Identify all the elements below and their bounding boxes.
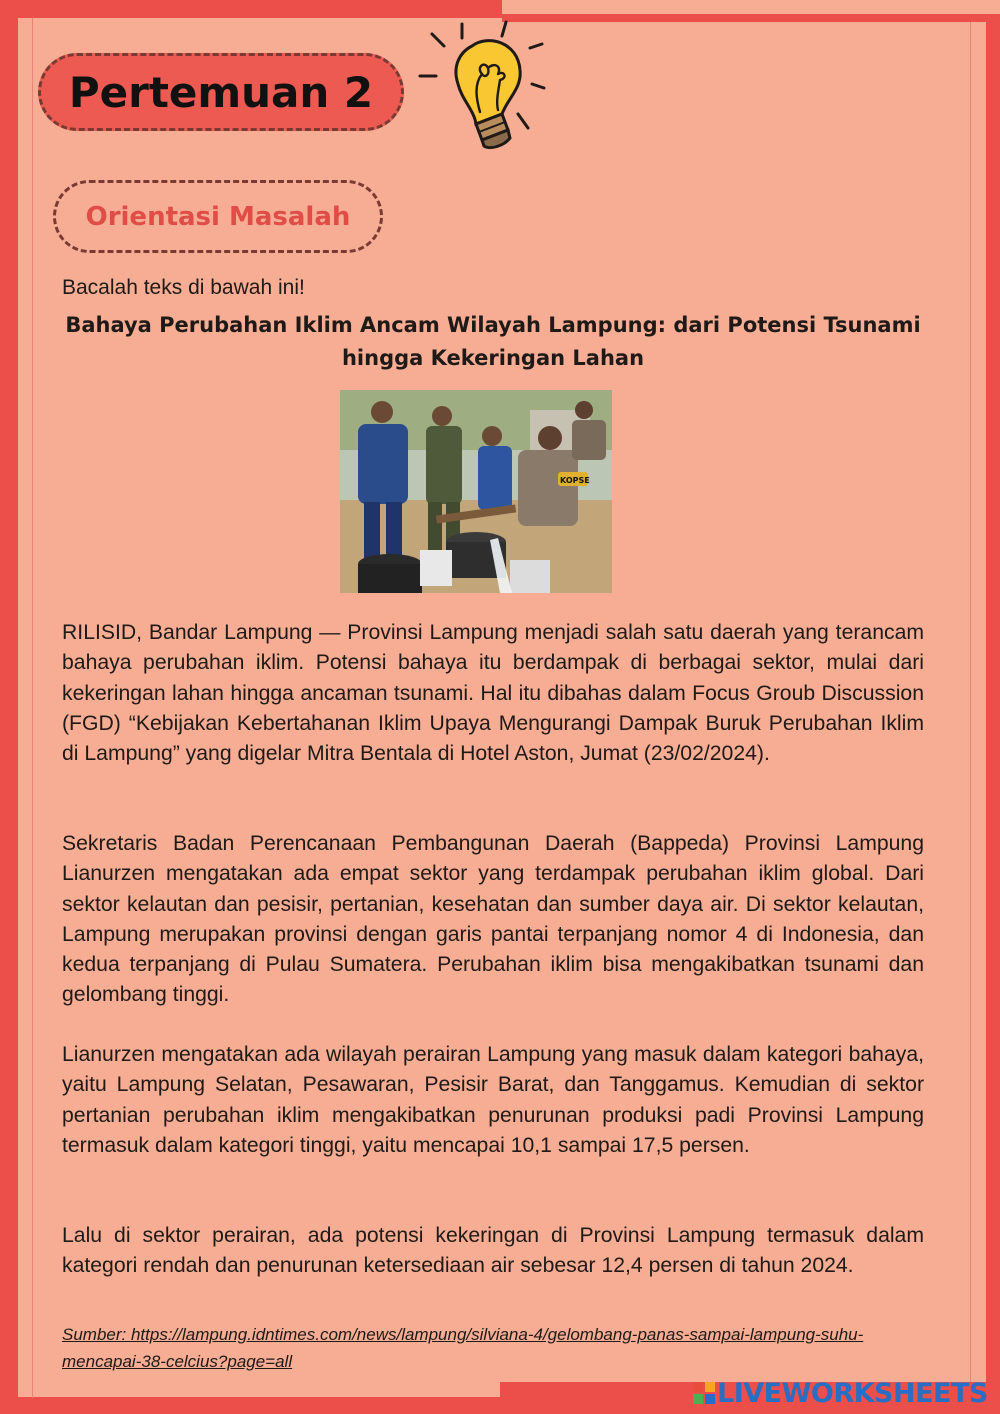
- article-paragraph-4: Lalu di sektor perairan, ada potensi kekeringan di Provinsi Lampung termasuk dalam kategori rendah dan penurunan ketersediaan air sebesar 12,4 persen di tahun 2024.: [62, 1224, 924, 1278]
- article-headline: Bahaya Perubahan Iklim Ancam Wilayah Lampung: dari Potensi Tsunami hingga Kekeringan Lahan: [65, 313, 921, 370]
- border-top-right: [502, 14, 1000, 22]
- page-title: Pertemuan 2: [68, 67, 374, 117]
- instruction-text: Bacalah teks di bawah ini!: [62, 276, 305, 299]
- article-paragraph-3: Lianurzen mengatakan ada wilayah perairan Lampung yang masuk dalam kategori bahaya, yaitu Lampung Selatan, Pesawaran, Pesisir Barat, dan Tanggamus. Kemudian di sektor pertanian perubahan iklim mengakibatkan penurunan produksi padi Provinsi Lampung termasuk dalam kategori tinggi, yaitu mencapai 10,1 sampai 17,5 persen.: [62, 1043, 924, 1157]
- liveworksheets-brand[interactable]: [693, 1376, 988, 1410]
- article-paragraph-2: Sekretaris Badan Perencanaan Pembangunan Daerah (Bappeda) Provinsi Lampung Lianurzen mengatakan ada empat sektor yang terdampak perubahan iklim global. Dari sektor kelautan dan pesisir, pertanian, kesehatan dan sumber daya air. Di sektor kelautan, Lampung merupakan provinsi dengan garis pantai terpanjang nomor 4 di Indonesia, dan kedua terpanjang di Pulau Sumatera. Perubahan iklim bisa mengakibatkan tsunami dan gelombang tinggi.: [62, 832, 924, 1007]
- lightbulb-icon: [418, 18, 550, 152]
- border-left: [0, 0, 18, 1414]
- section-label-pill: [53, 180, 383, 253]
- photo-badge-text: KOPSE: [560, 476, 590, 485]
- section-label: Orientasi Masalah: [85, 201, 351, 232]
- inner-guide-right: [970, 22, 971, 1382]
- article-paragraph-1: RILISID, Bandar Lampung — Provinsi Lampung menjadi salah satu daerah yang terancam bahaya perubahan iklim. Potensi bahaya itu berdampak di berbagai sektor, mulai dari kekeringan lahan hingga ancaman tsunami. Hal itu dibahas dalam Focus Groub Discussion (FGD) “Kebijakan Kebertahanan Iklim Upaya Mengurangi Dampak Buruk Perubahan Iklim di Lampung” yang digelar Mitra Bentala di Hotel Aston, Jumat (23/02/2024).: [62, 621, 924, 766]
- inner-guide-left: [32, 18, 33, 1398]
- brand-name: LIVEWORKSHEETS: [717, 1377, 988, 1409]
- page-title-pill: [38, 53, 404, 131]
- liveworksheets-logo-icon: [693, 1382, 715, 1404]
- source-link[interactable]: Sumber: https://lampung.idntimes.com/news/lampung/silviana-4/gelombang-panas-sampai-lampung-suhu-mencapai-38-celcius?page=all: [62, 1325, 864, 1371]
- border-right: [986, 14, 1000, 1414]
- article-photo: [340, 390, 612, 593]
- border-top: [0, 0, 502, 18]
